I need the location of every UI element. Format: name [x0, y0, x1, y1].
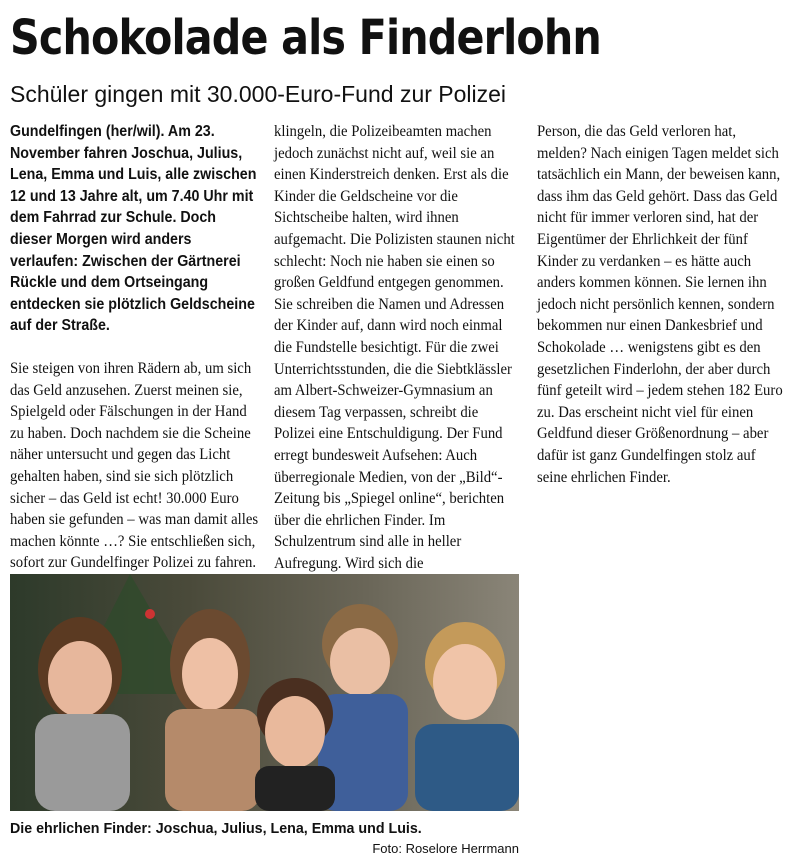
body-paragraph-2: klingeln, die Polizeibeamten machen jedoch zunächst nicht auf, weil sie an einen Kinderstreich denken. Erst als die Kinder die Geldscheine vor die Sichtscheibe halten, wird ihnen aufgemacht. Die Polizisten staunen nicht schlecht: Noch nie haben sie einen so großen Geldfund entgegen genommen. Sie schreiben die Namen und Adressen der Kinder auf, dann wird noch einmal die Fundstelle besichtigt. Für die zwei Unterrichtsstunden, die die Siebtklässler am Albert-Schweizer-Gymnasium an diesem Tag verpassen, schreibt die Polizei eine Entschuldigung. Der Fund erregt bundesweit Aufsehen: Auch überregionale Medien, von der „Bild“-Zeitung bis „Spiegel online“, berichten über die ehrlichen Finder. Im Schulzentrum sind alle in heller Aufregung. Wird sich die — [274, 123, 515, 572]
photo-caption: Die ehrlichen Finder: Joschua, Julius, Lena, Emma und Luis. — [10, 820, 422, 837]
article-photo — [10, 574, 519, 811]
group-photo-illustration — [10, 574, 519, 811]
text-column-3 — [537, 121, 785, 488]
text-column-1 — [10, 121, 258, 595]
lead-paragraph: Gundelfingen (her/wil). Am 23. November fahren Joschua, Julius, Lena, Emma und Luis, alle zwischen 12 und 13 Jahre alt, um 7.40 Uhr mit dem Fahrrad zur Schule. Doch dieser Morgen wird anders verlaufen: Zwischen der Gärtnerei Rückle und dem Ortseingang entdecken sie plötzlich Geldscheine auf der Straße. — [10, 123, 257, 335]
body-paragraph-1: Sie steigen von ihren Rädern ab, um sich das Geld anzusehen. Zuerst meinen sie, Spielgeld oder Fälschungen in der Hand zu haben. Doch nachdem sie die Scheine näher untersucht und gegen das Licht gehalten haben, sind sie sich plötzlich sicher – das Geld ist echt! 30.000 Euro haben sie gefunden – was man damit alles machen könnte …? Sie entschließen sich, sofort zur Gundelfinger Polizei zu fahren. — [10, 359, 259, 572]
text-column-2 — [274, 121, 522, 574]
body-paragraph-3: Person, die das Geld verloren hat, melden? Nach einigen Tagen meldet sich tatsächlich ein Mann, der beweisen kann, dass ihm das Geld gehört. Dass das Geld nicht für immer verloren sind, hat der Eigentümer der Ehrlichkeit der fünf Kinder zu verdanken – es hätte auch anders kommen können. Sie lernen ihn jedoch nicht persönlich kennen, sondern bekommen nur einen Dankesbrief und Schokolade … wenigstens gibt es den gesetzlichen Finderlohn, der aber durch fünf geteilt wird – jedem stehen 182 Euro zu. Das erscheint nicht viel für einen Geldfund dieser Größenordnung – aber dafür ist ganz Gundelfingen stolz auf seine ehrlichen Finder. — [537, 123, 783, 486]
photo-credit: Foto: Roselore Herrmann — [372, 841, 519, 856]
article-headline: Schokolade als Finderlohn — [10, 10, 601, 66]
article-subheadline: Schüler gingen mit 30.000-Euro-Fund zur Polizei — [10, 81, 507, 107]
